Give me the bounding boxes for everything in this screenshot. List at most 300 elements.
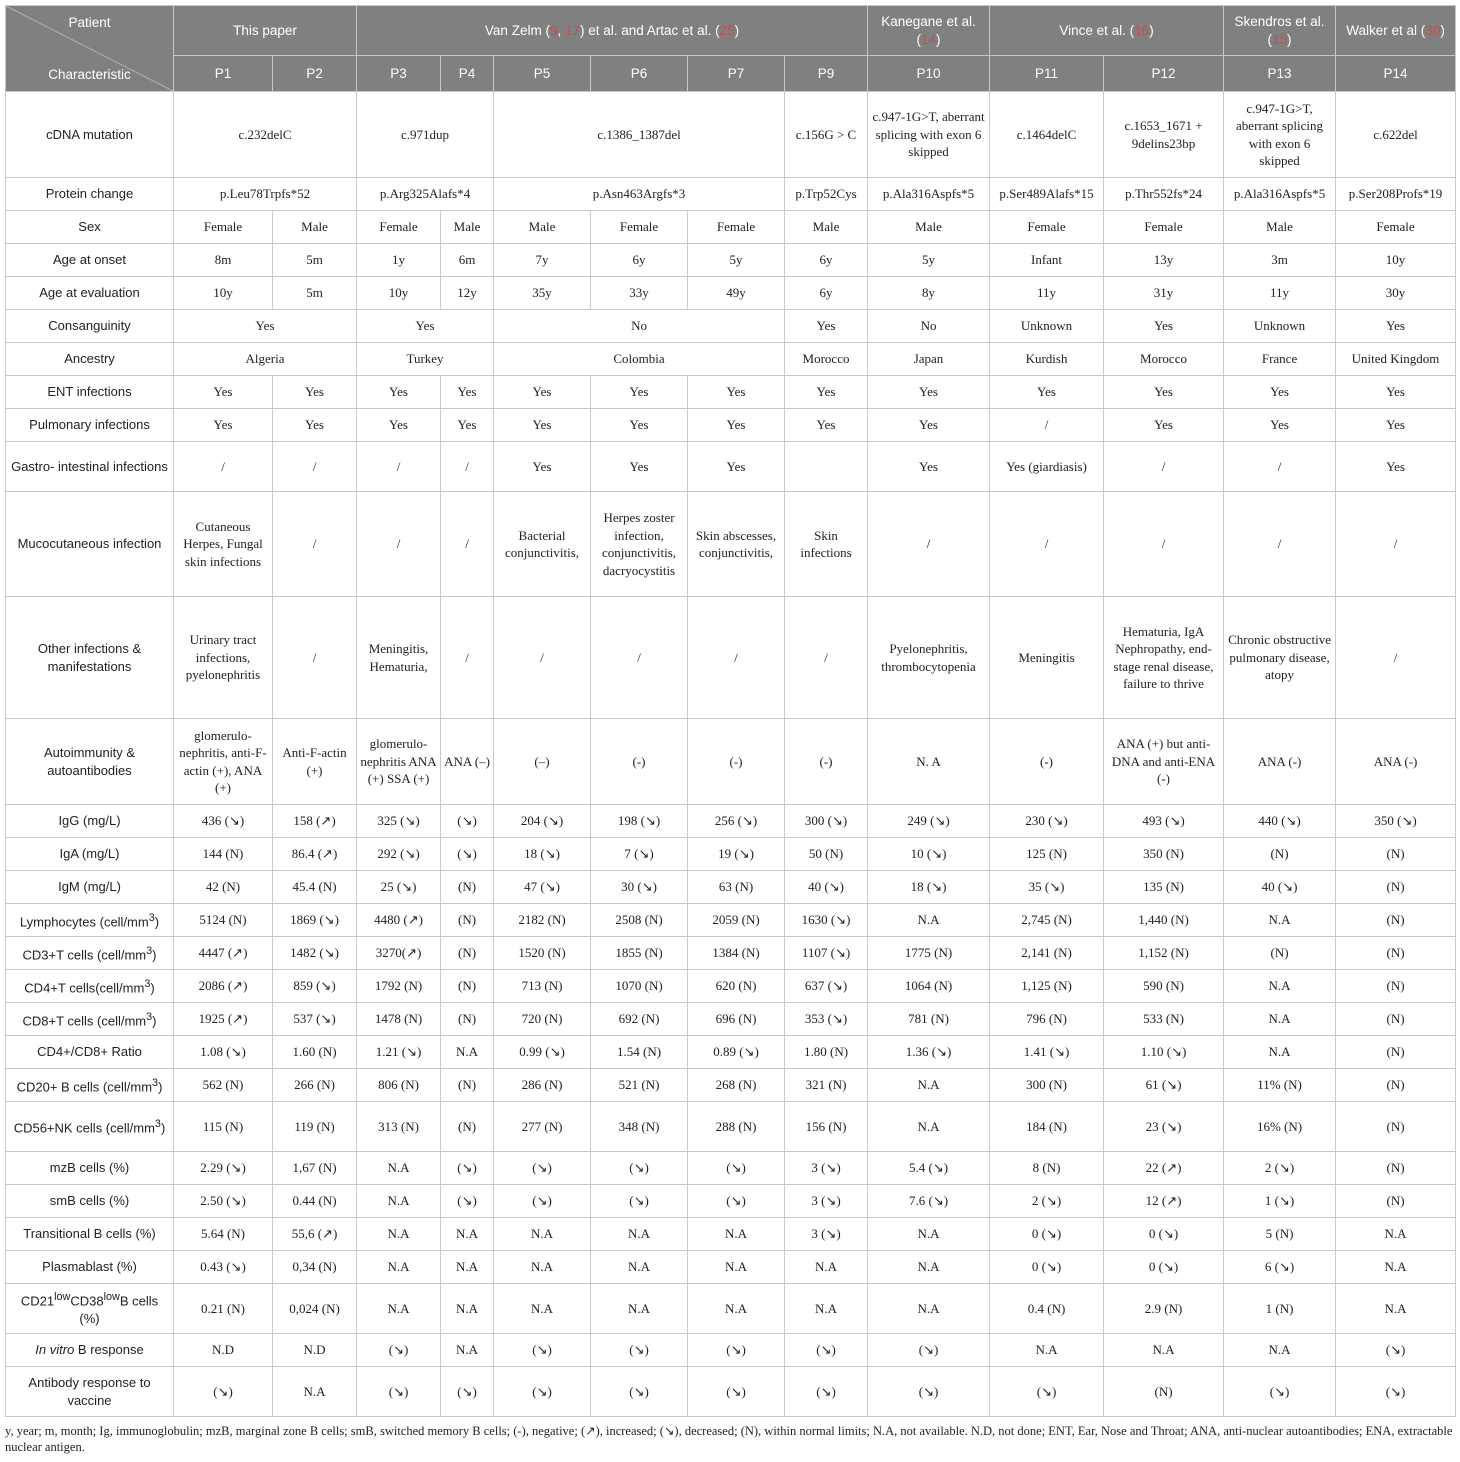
table-cell: 2,141 (N) (990, 937, 1104, 970)
table-cell: Female (591, 211, 688, 244)
table-cell: 1.60 (N) (273, 1036, 357, 1069)
table-cell: N.A (273, 1367, 357, 1417)
table-cell: (N) (441, 1003, 494, 1036)
table-cell: 23 (↘) (1104, 1102, 1224, 1152)
reference-number[interactable]: 30 (1425, 22, 1441, 38)
table-cell: Yes (357, 376, 441, 409)
table-cell: N. A (868, 719, 990, 805)
table-cell: 0 (↘) (1104, 1251, 1224, 1284)
table-cell: 720 (N) (494, 1003, 591, 1036)
table-row (6, 871, 1456, 904)
table-row (6, 442, 1456, 492)
table-cell: 348 (N) (591, 1102, 688, 1152)
table-cell: c.947-1G>T, aberrant splicing with exon 6 skipped (868, 92, 990, 178)
table-row (6, 244, 1456, 277)
table-cell: 0 (↘) (1104, 1218, 1224, 1251)
table-cell: 533 (N) (1104, 1003, 1224, 1036)
table-cell: p.Arg325Alafs*4 (357, 178, 494, 211)
table-cell: 25 (↘) (357, 871, 441, 904)
table-cell: 440 (↘) (1224, 805, 1336, 838)
table-cell: 859 (↘) (273, 970, 357, 1003)
patient-header-p14: P14 (1336, 56, 1456, 92)
table-cell: Chronic obstructive pulmonary disease, atopy (1224, 597, 1336, 719)
table-cell: glomerulo-nephritis, anti-F-actin (+), ANA (+) (174, 719, 273, 805)
table-row (6, 492, 1456, 597)
table-cell: N.A (1104, 1334, 1224, 1367)
row-label: IgA (mg/L) (6, 838, 174, 871)
table-cell: Male (785, 211, 868, 244)
table-cell: (↘) (868, 1334, 990, 1367)
table-cell: Yes (1336, 442, 1456, 492)
table-cell: 5m (273, 277, 357, 310)
table-cell: Female (1336, 211, 1456, 244)
table-cell: N.A (688, 1284, 785, 1334)
table-cell: Cutaneous Herpes, Fungal skin infections (174, 492, 273, 597)
table-cell: 696 (N) (688, 1003, 785, 1036)
table-cell: / (990, 409, 1104, 442)
table-cell: (N) (1336, 1152, 1456, 1185)
table-cell: 353 (↘) (785, 1003, 868, 1036)
group-header-van-zelm-artac: Van Zelm (9, 17) et al. and Artac et al. (25) (357, 6, 868, 56)
table-cell: (N) (1336, 871, 1456, 904)
table-cell: N.A (1224, 970, 1336, 1003)
table-cell: (↘) (868, 1367, 990, 1417)
table-cell: Yes (273, 409, 357, 442)
table-cell: 125 (N) (990, 838, 1104, 871)
table-cell: 10y (174, 277, 273, 310)
reference-number[interactable]: 15 (1272, 31, 1288, 47)
group-header-walker: Walker et al (30) (1336, 6, 1456, 56)
table-cell: 5.4 (↘) (868, 1152, 990, 1185)
table-cell: p.Asn463Argfs*3 (494, 178, 785, 211)
table-cell: (N) (1224, 937, 1336, 970)
table-cell: 2.29 (↘) (174, 1152, 273, 1185)
table-cell: / (1336, 597, 1456, 719)
row-label: Transitional B cells (%) (6, 1218, 174, 1251)
table-cell: / (1104, 492, 1224, 597)
table-cell: 7.6 (↘) (868, 1185, 990, 1218)
row-label: CD8+T cells $(cell/mm^3)$ (6, 1003, 174, 1036)
table-cell: (↘) (174, 1367, 273, 1417)
row-label: CD20+ B cells $(cell/mm^3)$ (6, 1069, 174, 1102)
table-cell: (N) (441, 871, 494, 904)
table-cell: 313 (N) (357, 1102, 441, 1152)
table-cell: Kurdish (990, 343, 1104, 376)
table-cell: 796 (N) (990, 1003, 1104, 1036)
table-row (6, 1102, 1456, 1152)
table-cell: Male (273, 211, 357, 244)
table-row (6, 277, 1456, 310)
table-cell: ANA (+) but anti-DNA and anti-ENA (-) (1104, 719, 1224, 805)
table-cell: Yes (591, 376, 688, 409)
table-cell: N.D (174, 1334, 273, 1367)
table-cell: (↘) (357, 1367, 441, 1417)
table-cell: p.Trp52Cys (785, 178, 868, 211)
table-cell: glomerulo-nephritis ANA (+) SSA (+) (357, 719, 441, 805)
table-cell: Yes (174, 376, 273, 409)
reference-number[interactable]: 9 (549, 22, 558, 38)
table-cell: N.D (273, 1334, 357, 1367)
table-cell: p.Thr552fs*24 (1104, 178, 1224, 211)
table-cell: 2182 (N) (494, 904, 591, 937)
patient-header-p4: P4 (441, 56, 494, 92)
table-cell: p.Ser208Profs*19 (1336, 178, 1456, 211)
table-cell: / (441, 442, 494, 492)
table-cell: 11% (N) (1224, 1069, 1336, 1102)
table-cell: (↘) (688, 1334, 785, 1367)
table-cell: 144 (N) (174, 838, 273, 871)
table-cell: (↘) (1224, 1367, 1336, 1417)
table-cell: Male (441, 211, 494, 244)
table-cell: N.A (591, 1251, 688, 1284)
table-cell: c.232delC (174, 92, 357, 178)
table-cell: 204 (↘) (494, 805, 591, 838)
table-cell: Yes (785, 409, 868, 442)
table-cell: Yes (giardiasis) (990, 442, 1104, 492)
table-cell: 806 (N) (357, 1069, 441, 1102)
table-cell: (↘) (494, 1367, 591, 1417)
table-cell: 22 (↗) (1104, 1152, 1224, 1185)
table-cell: 10 (↘) (868, 838, 990, 871)
table-cell: 50 (N) (785, 838, 868, 871)
group-header-this-paper: This paper (174, 6, 357, 56)
table-cell: 1482 (↘) (273, 937, 357, 970)
row-label: Lymphocytes $(cell/mm^3)$ (6, 904, 174, 937)
table-cell: 0 (↘) (990, 1251, 1104, 1284)
table-cell: N.A (1224, 1036, 1336, 1069)
table-cell: 249 (↘) (868, 805, 990, 838)
table-cell: 16% (N) (1224, 1102, 1336, 1152)
group-header-vince: Vince et al. (16) (990, 6, 1224, 56)
table-cell: (N) (1336, 970, 1456, 1003)
table-cell: Skin infections (785, 492, 868, 597)
table-cell: 0.43 (↘) (174, 1251, 273, 1284)
table-cell: Unknown (1224, 310, 1336, 343)
table-cell: 5.64 (N) (174, 1218, 273, 1251)
table-cell: p.Leu78Trpfs*52 (174, 178, 357, 211)
table-cell: Yes (868, 409, 990, 442)
table-row (6, 1218, 1456, 1251)
table-row (6, 343, 1456, 376)
row-label: In vitro B response (6, 1334, 174, 1367)
table-cell: 1792 (N) (357, 970, 441, 1003)
table-cell: Male (868, 211, 990, 244)
table-cell: N.A (357, 1218, 441, 1251)
table-cell: Yes (494, 442, 591, 492)
table-row (6, 409, 1456, 442)
table-cell: 6y (785, 244, 868, 277)
table-cell: / (785, 597, 868, 719)
table-cell: Yes (868, 376, 990, 409)
table-cell: Male (494, 211, 591, 244)
table-cell: N.A (357, 1284, 441, 1334)
table-cell: 1,125 (N) (990, 970, 1104, 1003)
row-label: mzB cells (%) (6, 1152, 174, 1185)
table-cell: N.A (494, 1251, 591, 1284)
table-cell: 0.44 (N) (273, 1185, 357, 1218)
table-cell: 5y (688, 244, 785, 277)
table-cell: 1869 (↘) (273, 904, 357, 937)
table-cell: Skin abscesses, conjunctivitis, (688, 492, 785, 597)
table-cell: 1.80 (N) (785, 1036, 868, 1069)
table-row (6, 1036, 1456, 1069)
table-cell: 11y (1224, 277, 1336, 310)
table-cell: 1.54 (N) (591, 1036, 688, 1069)
table-cell: 19 (↘) (688, 838, 785, 871)
row-label: Pulmonary infections (6, 409, 174, 442)
table-cell: / (494, 597, 591, 719)
patient-header-p11: P11 (990, 56, 1104, 92)
table-cell: Yes (494, 376, 591, 409)
table-cell: 18 (↘) (868, 871, 990, 904)
table-cell: N.A (868, 1069, 990, 1102)
table-cell: Yes (1104, 409, 1224, 442)
table-cell: 637 (↘) (785, 970, 868, 1003)
row-label: Age at onset (6, 244, 174, 277)
table-cell: (N) (441, 1102, 494, 1152)
table-cell: 2508 (N) (591, 904, 688, 937)
reference-number[interactable]: 25 (719, 22, 735, 38)
table-cell: Yes (273, 376, 357, 409)
table-cell: Yes (785, 376, 868, 409)
table-row (6, 1367, 1456, 1417)
table-cell: (N) (441, 937, 494, 970)
table-cell: 40 (↘) (1224, 871, 1336, 904)
table-row (6, 937, 1456, 970)
table-cell: 6 (↘) (1224, 1251, 1336, 1284)
table-cell: / (441, 597, 494, 719)
table-cell: / (591, 597, 688, 719)
table-cell: 6y (591, 244, 688, 277)
table-cell: N.A (868, 1251, 990, 1284)
corner-header-cell (6, 6, 174, 92)
table-row (6, 970, 1456, 1003)
table-cell: 7y (494, 244, 591, 277)
table-cell: 1.41 (↘) (990, 1036, 1104, 1069)
table-cell: 5y (868, 244, 990, 277)
table-cell: 2 (↘) (1224, 1152, 1336, 1185)
table-cell: 55,6 (↗) (273, 1218, 357, 1251)
table-footnote: y, year; m, month; Ig, immunoglobulin; mzB, marginal zone B cells; smB, switched memory B cells; (-), negative; (↗), increased; (↘), decreased; (N), within normal limits; N.A, not available. N.D, not done; ENT, Ear, Nose and Throat; ANA, anti-nuclear autoantibodies; ENA, extractable nuclear antigen. (5, 1424, 1453, 1454)
table-cell: p.Ala316Aspfs*5 (868, 178, 990, 211)
table-cell: (↘) (357, 1334, 441, 1367)
row-label: Antibody response to vaccine (6, 1367, 174, 1417)
table-cell: 6y (785, 277, 868, 310)
table-cell: No (494, 310, 785, 343)
table-cell: (↘) (688, 1152, 785, 1185)
table-cell: 2059 (N) (688, 904, 785, 937)
patient-header-p7: P7 (688, 56, 785, 92)
table-cell: / (990, 492, 1104, 597)
table-cell: Pyelonephritis, thrombocytopenia (868, 597, 990, 719)
table-cell: (↘) (785, 1367, 868, 1417)
table-cell: 12y (441, 277, 494, 310)
table-cell: / (688, 597, 785, 719)
row-label: Other infections & manifestations (6, 597, 174, 719)
table-cell: 230 (↘) (990, 805, 1104, 838)
table-cell: N.A (441, 1284, 494, 1334)
table-row (6, 1284, 1456, 1334)
table-cell: Yes (357, 409, 441, 442)
table-cell: 3m (1224, 244, 1336, 277)
table-cell: 35y (494, 277, 591, 310)
table-cell: p.Ala316Aspfs*5 (1224, 178, 1336, 211)
table-cell: N.A (688, 1218, 785, 1251)
row-label: Age at evaluation (6, 277, 174, 310)
table-cell: Turkey (357, 343, 494, 376)
row-label: CD3+T cells $(cell/mm^3)$ (6, 937, 174, 970)
row-label: smB cells (%) (6, 1185, 174, 1218)
table-cell: N.A (1336, 1251, 1456, 1284)
table-cell: Yes (441, 376, 494, 409)
table-cell: / (1224, 442, 1336, 492)
table-cell: 2 (↘) (990, 1185, 1104, 1218)
table-body (6, 92, 1456, 1417)
reference-number[interactable]: 17 (564, 22, 580, 38)
table-cell: / (868, 492, 990, 597)
table-cell: N.A (785, 1284, 868, 1334)
table-cell: 0,34 (N) (273, 1251, 357, 1284)
table-cell: 2,745 (N) (990, 904, 1104, 937)
table-cell: c.1464delC (990, 92, 1104, 178)
table-cell: Yes (688, 409, 785, 442)
table-cell: / (1224, 492, 1336, 597)
table-cell: 5 (N) (1224, 1218, 1336, 1251)
table-cell: 781 (N) (868, 1003, 990, 1036)
table-cell: Yes (1224, 376, 1336, 409)
group-header-skendros: Skendros et al. (15) (1224, 6, 1336, 56)
row-label: $CD21^{low}CD38^{low}B$ cells (%) (6, 1284, 174, 1334)
table-cell: N.A (868, 1284, 990, 1334)
table-cell: N.A (868, 1102, 990, 1152)
group-header-kanegane: Kanegane et al. (14) (868, 6, 990, 56)
table-cell: N.A (494, 1284, 591, 1334)
table-cell: 86.4 (↗) (273, 838, 357, 871)
row-label: Autoimmunity & autoantibodies (6, 719, 174, 805)
table-cell: Yes (688, 376, 785, 409)
row-label: Plasmablast (%) (6, 1251, 174, 1284)
patient-header-p10: P10 (868, 56, 990, 92)
reference-number[interactable]: 14 (921, 31, 937, 47)
table-cell: Yes (785, 310, 868, 343)
table-cell: 2086 (↗) (174, 970, 273, 1003)
table-cell: 1.21 (↘) (357, 1036, 441, 1069)
table-cell: (↘) (494, 1152, 591, 1185)
table-cell: N.A (441, 1251, 494, 1284)
table-cell: (↘) (441, 1152, 494, 1185)
table-cell: 5124 (N) (174, 904, 273, 937)
table-cell: 7 (↘) (591, 838, 688, 871)
table-cell: (↘) (441, 838, 494, 871)
table-cell: 286 (N) (494, 1069, 591, 1102)
table-row (6, 838, 1456, 871)
row-label: Gastro- intestinal infections (6, 442, 174, 492)
header-row-groups (6, 6, 1456, 56)
table-row (6, 376, 1456, 409)
table-cell: 521 (N) (591, 1069, 688, 1102)
patient-header-p2: P2 (273, 56, 357, 92)
table-cell: 8 (N) (990, 1152, 1104, 1185)
table-cell: p.Ser489Alafs*15 (990, 178, 1104, 211)
table-cell: 1478 (N) (357, 1003, 441, 1036)
table-row (6, 1152, 1456, 1185)
table-cell: 1.10 (↘) (1104, 1036, 1224, 1069)
table-cell: (N) (1336, 1185, 1456, 1218)
table-cell: / (357, 492, 441, 597)
table-cell: 436 (↘) (174, 805, 273, 838)
table-cell: Yes (174, 310, 357, 343)
table-cell: (N) (1336, 1036, 1456, 1069)
table-cell: ANA (-) (1224, 719, 1336, 805)
table-cell: Female (357, 211, 441, 244)
table-cell: 184 (N) (990, 1102, 1104, 1152)
table-cell: Yes (591, 409, 688, 442)
table-cell: 1 (N) (1224, 1284, 1336, 1334)
table-cell: Yes (688, 442, 785, 492)
table-cell: 47 (↘) (494, 871, 591, 904)
table-cell: 277 (N) (494, 1102, 591, 1152)
table-cell: ANA (–) (441, 719, 494, 805)
table-row (6, 211, 1456, 244)
table-row (6, 1251, 1456, 1284)
patient-characteristics-table (5, 5, 1456, 1417)
table-cell: Male (1224, 211, 1336, 244)
table-cell: Female (1104, 211, 1224, 244)
table-cell: Meningitis, Hematuria, (357, 597, 441, 719)
table-cell: (N) (1224, 838, 1336, 871)
table-cell: N.A (357, 1152, 441, 1185)
table-cell: 0,024 (N) (273, 1284, 357, 1334)
table-cell: 33y (591, 277, 688, 310)
row-label: IgM (mg/L) (6, 871, 174, 904)
table-cell: Morocco (1104, 343, 1224, 376)
table-cell: 300 (N) (990, 1069, 1104, 1102)
table-cell: France (1224, 343, 1336, 376)
table-cell: 325 (↘) (357, 805, 441, 838)
table-cell: ANA (-) (1336, 719, 1456, 805)
table-cell (785, 442, 868, 492)
reference-number[interactable]: 16 (1134, 22, 1150, 38)
table-cell: 493 (↘) (1104, 805, 1224, 838)
table-cell: Yes (441, 409, 494, 442)
table-cell: Female (990, 211, 1104, 244)
table-cell: 1855 (N) (591, 937, 688, 970)
table-cell: Yes (868, 442, 990, 492)
table-cell: (N) (441, 970, 494, 1003)
table-cell: 562 (N) (174, 1069, 273, 1102)
row-label: Protein change (6, 178, 174, 211)
table-cell: Female (174, 211, 273, 244)
table-row (6, 1069, 1456, 1102)
table-cell: Unknown (990, 310, 1104, 343)
table-cell: 321 (N) (785, 1069, 868, 1102)
table-row (6, 1334, 1456, 1367)
table-cell: N.A (990, 1334, 1104, 1367)
table-cell: Infant (990, 244, 1104, 277)
table-cell: 288 (N) (688, 1102, 785, 1152)
table-cell: c.1653_1671 + 9delins23bp (1104, 92, 1224, 178)
table-cell: (↘) (1336, 1334, 1456, 1367)
row-label: Consanguinity (6, 310, 174, 343)
table-cell: 63 (N) (688, 871, 785, 904)
table-cell: / (1336, 492, 1456, 597)
table-cell: / (273, 442, 357, 492)
table-cell: 1.36 (↘) (868, 1036, 990, 1069)
table-cell: Herpes zoster infection, conjunctivitis, dacryocystitis (591, 492, 688, 597)
table-cell: 30 (↘) (591, 871, 688, 904)
table-cell: N.A (1224, 904, 1336, 937)
table-cell: 13y (1104, 244, 1224, 277)
